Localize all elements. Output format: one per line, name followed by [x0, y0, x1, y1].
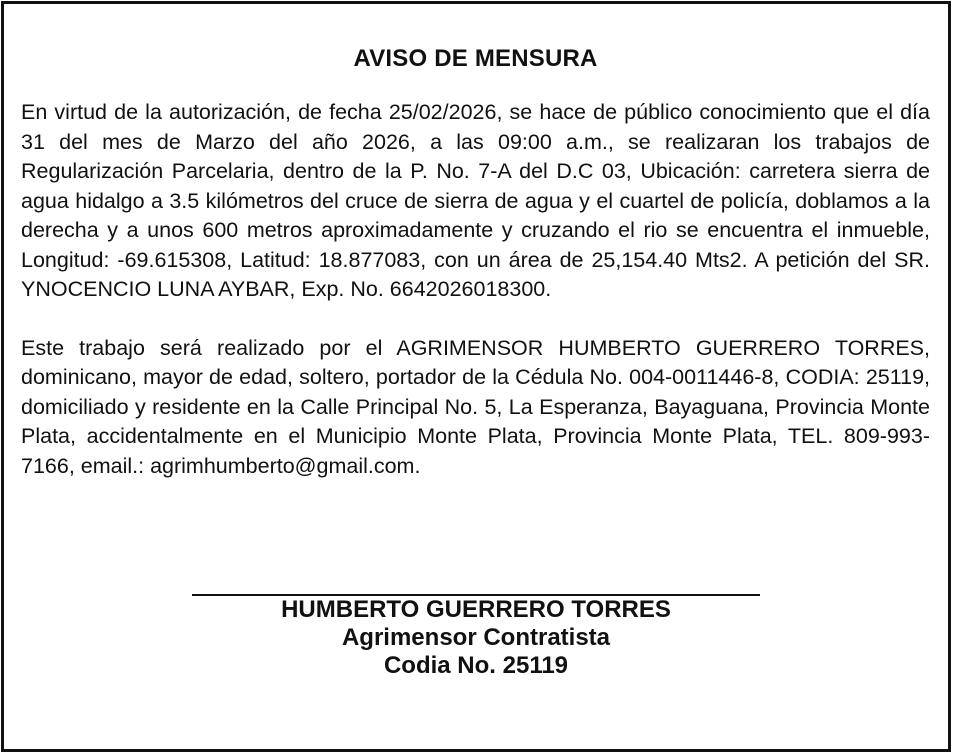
notice-body [21, 44, 930, 481]
notice-title: AVISO DE MENSURA [353, 45, 598, 72]
signatory-name: HUMBERTO GUERRERO TORRES [281, 596, 671, 623]
signatory-role: Agrimensor Contratista [341, 624, 611, 651]
notice-border [1, 1, 951, 752]
signature-block [4, 594, 948, 680]
notice-paragraph-2: Este trabajo será realizado por el AGRIMENSOR HUMBERTO GUERRERO TORRES, dominicano, mayor de edad, soltero, portador de la Cédula No. 004-0011446-8, CODIA: 25119, domiciliado y residente en la Calle Principal No. 5, La Esperanza, Bayaguana, Provincia Monte Plata, accidentalmente en el Municipio Monte Plata, Provincia Monte Plata, TEL. 809-993-7166, email.: agrimhumberto@gmail.com. [21, 335, 930, 478]
notice-paragraph-1: En virtud de la autorización, de fecha 25/02/2026, se hace de público conocimiento que el día 31 del mes de Marzo del año 2026, a las 09:00 a.m., se realizaran los trabajos de Regularización Parcelaria, dentro de la P. No. 7-A del D.C 03, Ubicación: carretera sierra de agua hidalgo a 3.5 kilómetros del cruce de sierra de agua y el cuartel de policía, doblamos a la derecha y a unos 600 metros aproximadamente y cruzando el rio se encuentra el inmueble, Longitud: -69.615308, Latitud: 18.877083, con un área de 25,154.40 Mts2. A petición del SR. YNOCENCIO LUNA AYBAR, Exp. No. 6642026018300. [21, 100, 930, 301]
signatory-codia: Codia No. 25119 [383, 652, 569, 679]
